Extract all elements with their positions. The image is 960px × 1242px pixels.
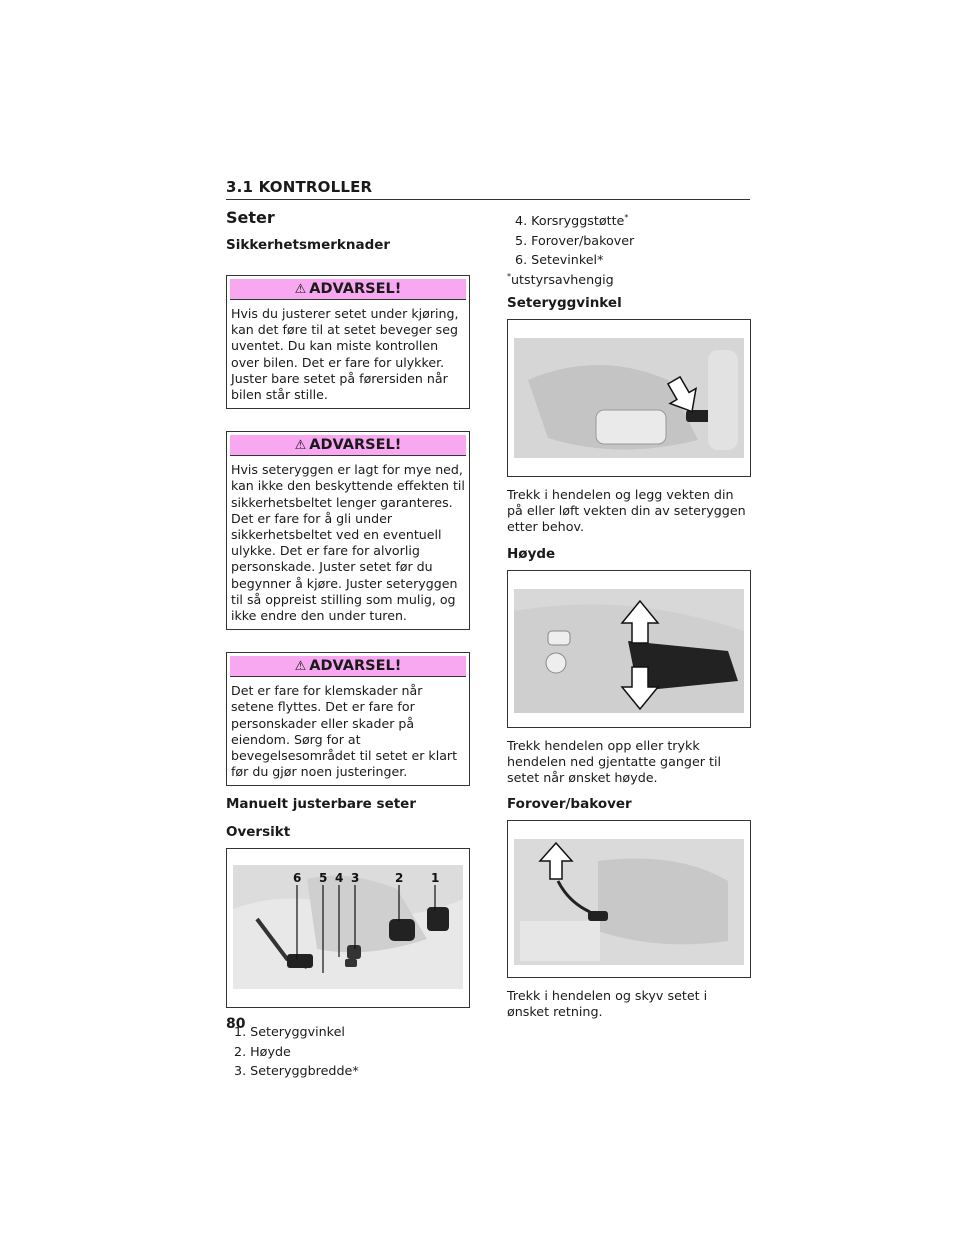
warning-label: ADVARSEL! [309, 281, 402, 297]
warning-triangle-icon: ⚠ [294, 438, 307, 454]
warning-header [230, 656, 466, 677]
warning-triangle-icon: ⚠ [294, 282, 307, 297]
header-rule [226, 199, 750, 200]
callout-4: 4 [335, 871, 344, 886]
backrest-angle-heading: Seteryggvinkel [507, 294, 622, 311]
warning-label: ADVARSEL! [309, 658, 402, 675]
list-item: 5. Forover/bakover [515, 232, 635, 248]
list-item: 2. Høyde [234, 1043, 291, 1059]
list-item: 6. Setevinkel* [515, 252, 604, 268]
seat-overview-figure [226, 848, 470, 1008]
list-item: 4. Korsryggstøtte* [515, 213, 629, 229]
list-item: 1. Seteryggvinkel [234, 1024, 345, 1040]
section-header: 3.1 KONTROLLER [226, 178, 373, 196]
warning-text: Hvis du justerer setet under kjøring, kan det føre til at setet beveger seg uventet. Du kan miste kontrollen over bilen. Det er fare for ulykker. Juster bare setet på førersiden når bilen står stille. [231, 306, 459, 403]
callout-1: 1 [431, 871, 440, 886]
warning-box [226, 275, 470, 409]
callout-5: 5 [319, 871, 328, 886]
warning-header [230, 435, 466, 456]
fore-aft-heading: Forover/bakover [507, 796, 632, 813]
backrest-angle-figure [507, 319, 751, 477]
fore-aft-lever-illustration [508, 821, 750, 977]
warning-text: Det er fare for klemskader når setene flyttes. Det er fare for personskader eller skader på eiendom. Sørg for at bevegelsesområdet til setet er klart før du gjør noen justeringer. [231, 683, 458, 780]
footnote: *utstyrsavhengig [507, 271, 614, 287]
backrest-angle-caption: Trekk i hendelen og legg vekten din på eller løft vekten din av seteryggen etter behov. [507, 486, 746, 535]
warning-box [226, 652, 470, 786]
safety-heading: Sikkerhetsmerknader [226, 237, 391, 253]
height-figure [507, 570, 751, 728]
overview-heading: Oversikt [226, 824, 291, 841]
list-item: 3. Seteryggbredde* [234, 1063, 359, 1079]
right-column [507, 208, 751, 1031]
seat-overview-illustration [227, 849, 469, 1007]
manual-seats-heading: Manuelt justerbare seter [226, 796, 416, 813]
fore-aft-caption: Trekk i hendelen og skyv setet i ønsket retning. [507, 988, 708, 1020]
superscript-mark: * [624, 213, 629, 222]
page-number: 80 [226, 1016, 246, 1032]
height-lever-illustration [508, 571, 750, 727]
adjustment-list [226, 1022, 470, 1081]
callout-3: 3 [351, 871, 360, 886]
warning-label: ADVARSEL! [309, 437, 402, 454]
height-caption: Trekk hendelen opp eller trykk hendelen ned gjentatte ganger til setet når ønsket høyde. [507, 737, 722, 785]
page-title: Seter [226, 208, 275, 227]
height-heading: Høyde [507, 545, 556, 562]
warning-box [226, 431, 470, 630]
warning-text: Hvis seteryggen er lagt for mye ned, kan ikke den beskyttende effekten til sikkerhetsbeltet lenger garanteres. Det er fare for å gli under sikkerhetsbeltet ved en eventuell ulykke. Det er fare for alvorlig personskade. Juster setet før du begynner å kjøre. Juster seteryggen til så oppreist stilling som mulig, og ikke endre den under turen. [231, 462, 465, 624]
callout-2: 2 [395, 871, 404, 886]
footnote-mark: * [507, 271, 511, 281]
backrest-lever-illustration [508, 320, 750, 476]
callout-6: 6 [293, 871, 302, 886]
left-column [226, 208, 470, 1081]
warning-triangle-icon: ⚠ [294, 659, 307, 675]
adjustment-list-continued [507, 208, 751, 270]
fore-aft-figure [507, 820, 751, 978]
warning-header [230, 279, 466, 300]
